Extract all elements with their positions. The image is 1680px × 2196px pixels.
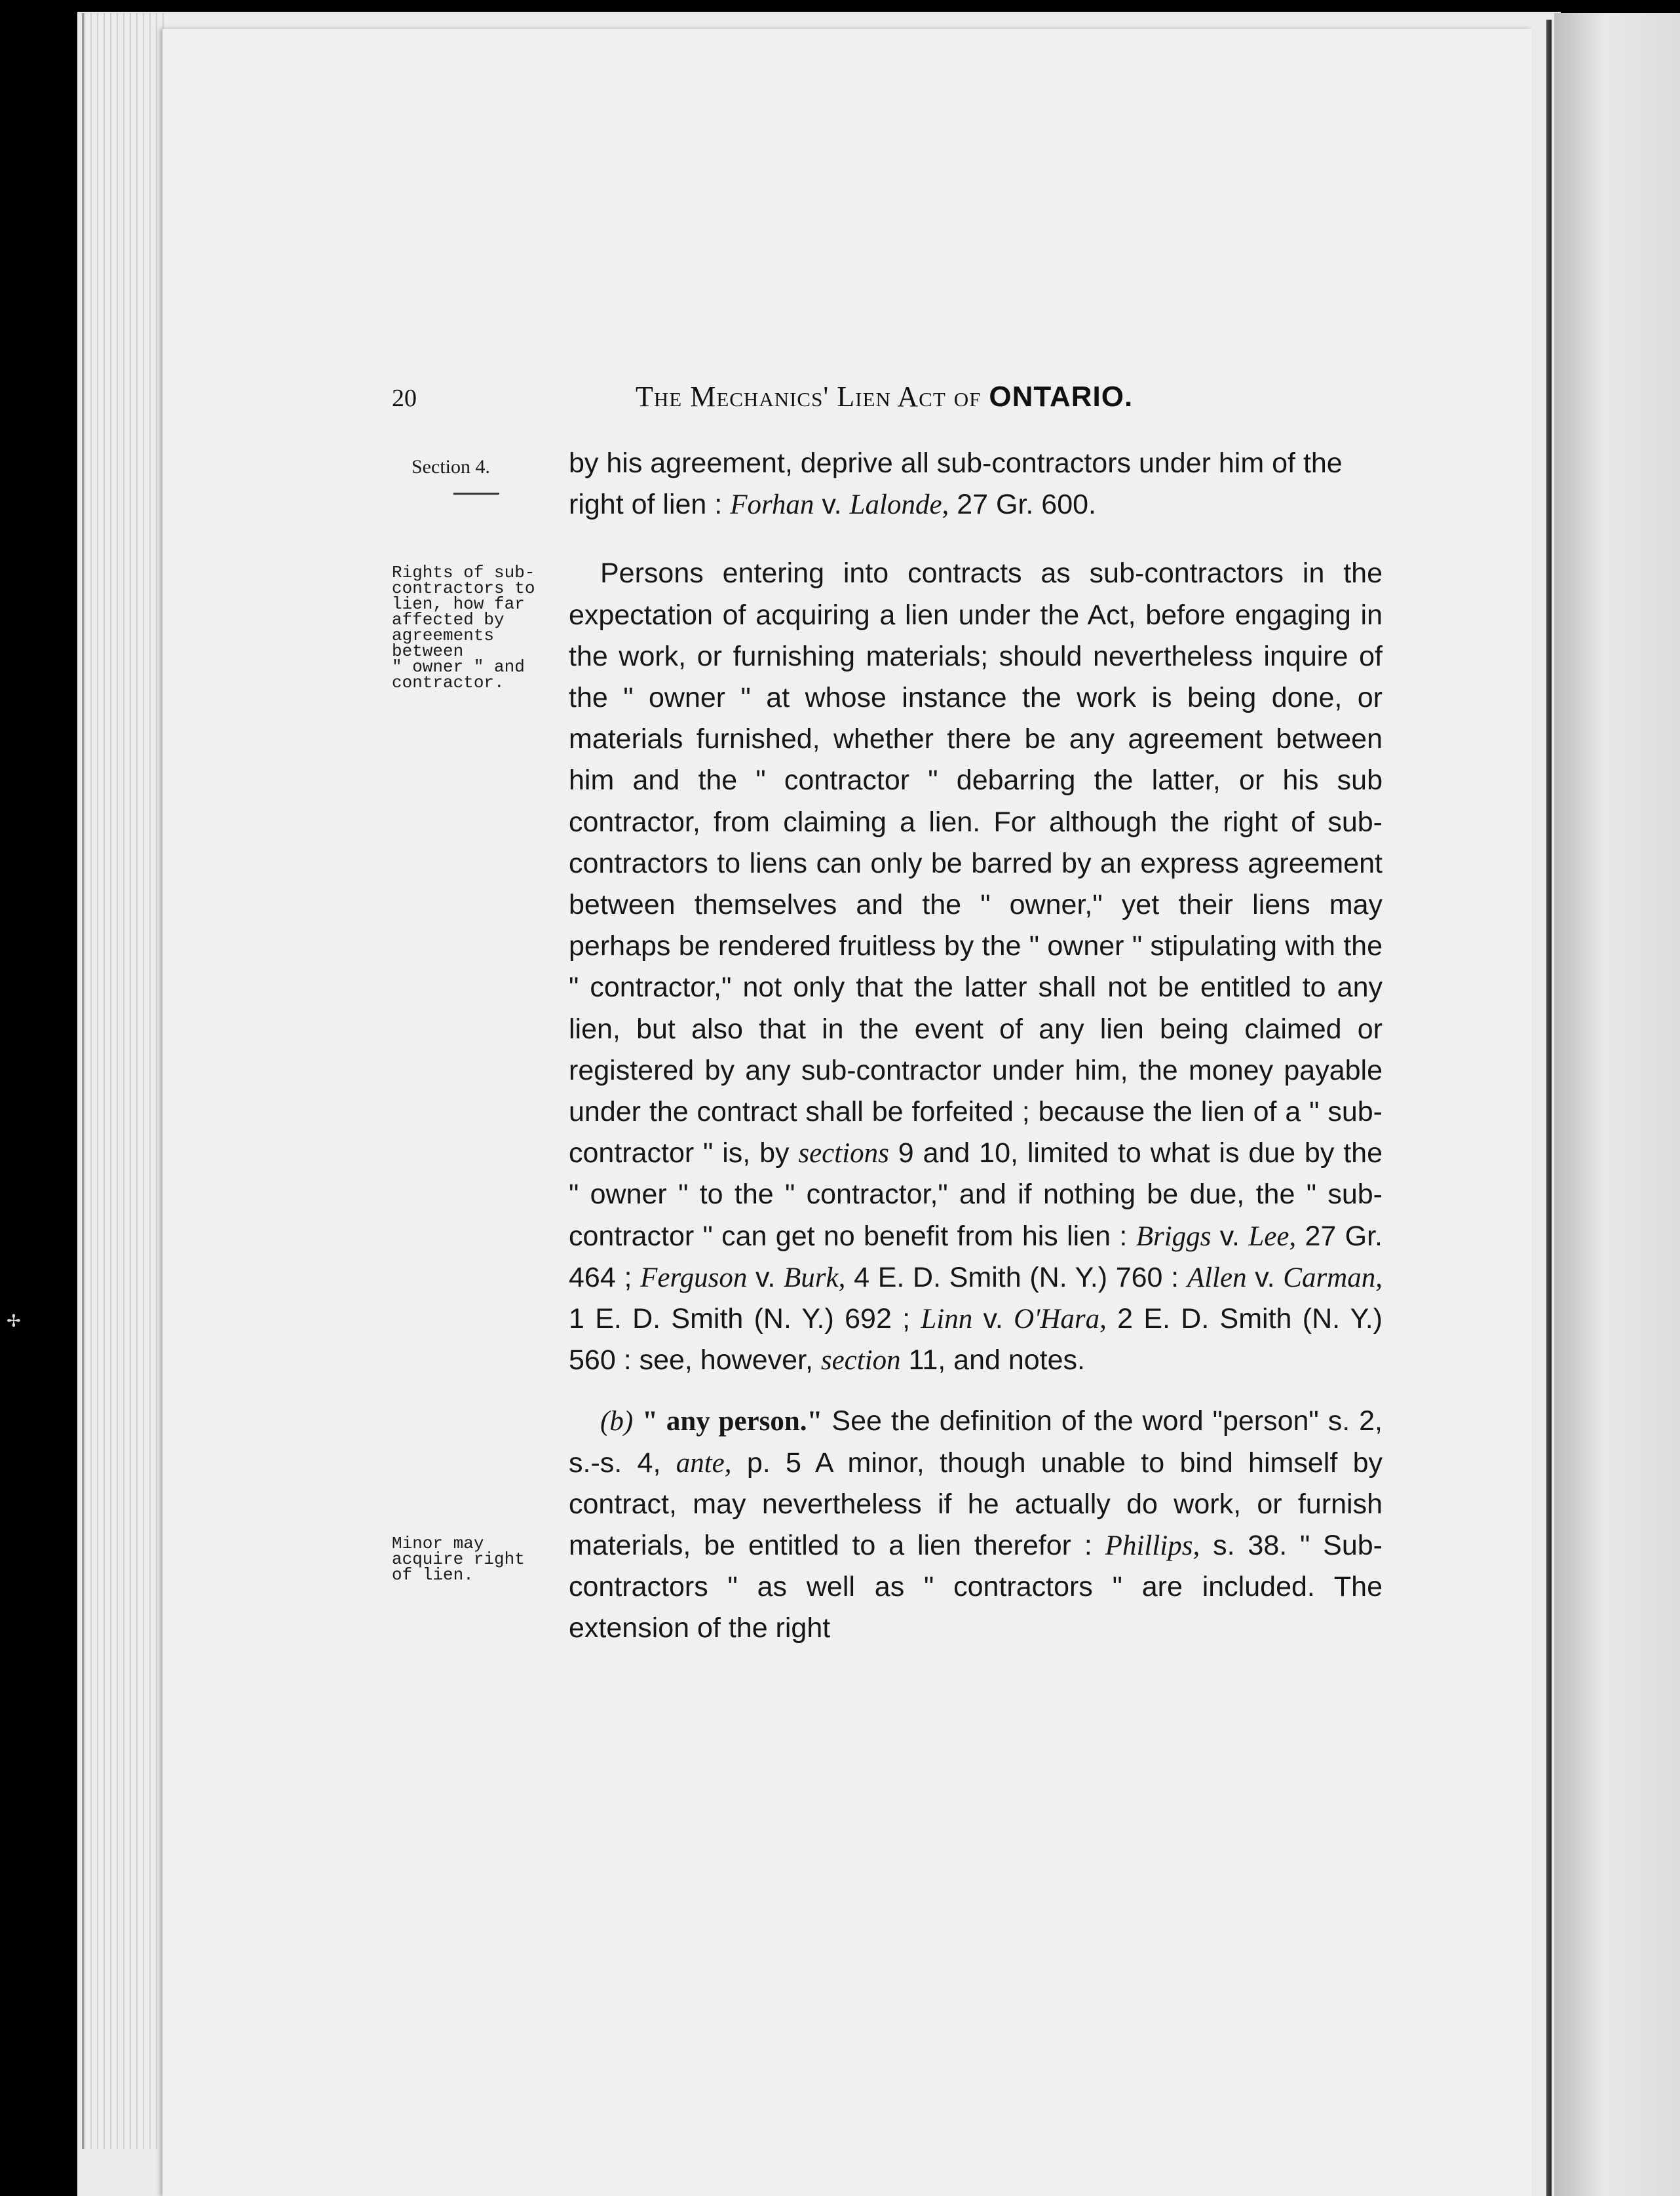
body-text (569, 443, 1383, 1650)
paragraph-2: Persons entering into contracts as sub-contractors in the expectation of acquiring a lien under the Act, before engaging in the work, or furnishing materials; should nevertheless inquire of the " owner " at whose instance the work is being done, or materials furnished, whether there be any agreement between him and the " contractor " debarring the latter, or his sub contractor, from claiming a lien. For although the right of sub-contractors to liens can only be barred by an express agreement between themselves and the " owner," yet their liens may perhaps be rendered fruitless by the " owner " stipulating with the " contractor," not only that the latter shall not be entitled to any lien, but also that in the event of any lien being claimed or registered by any sub-contractor under him, the money payable under the contract shall be forfeited ; because the lien of a " sub-contractor " is, by sections 9 and 10, limited to what is due by the " owner " to the " contractor," and if nothing be due, the " sub-contractor " can get no benefit from his lien : Briggs v. Lee, 27 Gr. 464 ; Ferguson v. Burk, 4 E. D. Smith (N. Y.) 760 : Allen v. Carman, 1 E. D. Smith (N. Y.) 692 ; Linn v. O'Hara, 2 E. D. Smith (N. Y.) 560 : see, however, section 11, and notes. (569, 558, 1383, 1376)
running-head-province: ONTARIO. (989, 381, 1134, 413)
section-label: Section 4. (411, 456, 490, 478)
facing-page-edge (1554, 13, 1680, 2196)
paragraph-1: by his agreement, deprive all sub-contractors under him of the right of lien : Forhan v. Lalonde, 27 Gr. 600. (569, 447, 1343, 521)
margin-note-rights: Rights of sub- contractors to lien, how far affected by agreements between " owner " and contractor. (392, 563, 535, 692)
page-header (392, 380, 1296, 419)
section-rule (453, 493, 499, 495)
paragraph-3: (b) " any person." See the definition of the word "person" s. 2, s.-s. 4, ante, p. 5 A minor, though unable to bind himself by contract, may nevertheless if he actually do work, or furnish materials, be entitled to a lien therefor : Phillips, s. 38. " Sub-contractors " as well as " contractors " are included. The extension of the right (569, 1405, 1383, 1644)
running-head (636, 380, 1133, 413)
stacked-page-edges (82, 13, 169, 2149)
book-gutter (1546, 20, 1552, 2196)
margin-note-minor: Minor may acquire right of lien. (392, 1534, 525, 1585)
scan-speck-icon: ✢ (7, 1312, 21, 1331)
page-number: 20 (392, 385, 417, 412)
running-head-prefix: The Mechanics' Lien Act of (636, 381, 982, 413)
